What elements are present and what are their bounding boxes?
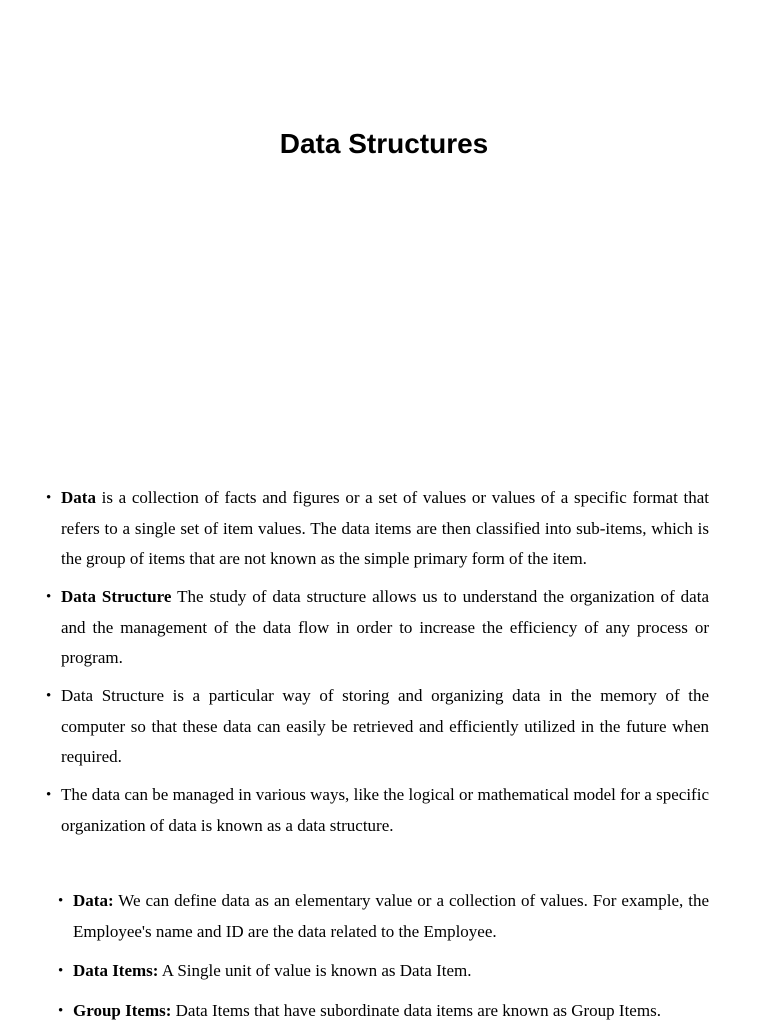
list-item bbox=[0, 886, 768, 947]
list-item bbox=[0, 582, 768, 674]
bullet-text: Data Items that have subordinate data items are known as Group Items. bbox=[171, 1000, 661, 1020]
bullet-dot-icon: • bbox=[58, 1002, 64, 1019]
bullet-text: The study of data structure allows us to understand the organization of data and the management of the data flow in order to increase the efficiency of any process or program. bbox=[61, 587, 709, 667]
bullet-dot-icon: • bbox=[46, 688, 52, 704]
bullet-text: A Single unit of value is known as Data Item. bbox=[158, 961, 472, 980]
bullet-term: Data Items: bbox=[73, 961, 159, 980]
list-item bbox=[0, 996, 768, 1027]
list-item bbox=[0, 956, 768, 987]
list-item bbox=[0, 681, 768, 773]
bullet-dot-icon: • bbox=[46, 589, 52, 605]
bullet-dot-icon: • bbox=[46, 787, 52, 803]
list-item bbox=[0, 780, 768, 841]
sub-bullet-list bbox=[0, 886, 768, 1035]
bullet-dot-icon: • bbox=[46, 490, 52, 506]
bullet-term: Data bbox=[61, 488, 96, 507]
bullet-dot-icon: • bbox=[58, 893, 64, 909]
bullet-term: Data Structure bbox=[61, 587, 172, 606]
bullet-text: Data Structure is a particular way of storing and organizing data in the memory of the computer so that these data can easily be retrieved and efficiently utilized in the future when required. bbox=[61, 686, 709, 766]
bullet-text: is a collection of facts and figures or a set of values or values of a specific format that refers to a single set of item values. The data items are then classified into sub-items, which is the group of items that are not known as the simple primary form of the item. bbox=[61, 488, 709, 568]
bullet-term: Group Items: bbox=[73, 1000, 172, 1020]
bullet-dot-icon: • bbox=[58, 963, 64, 979]
main-bullet-list bbox=[0, 483, 768, 849]
bullet-term: Data: bbox=[73, 891, 114, 910]
list-item bbox=[0, 483, 768, 575]
page-title: Data Structures bbox=[279, 128, 489, 159]
bullet-text: We can define data as an elementary value or a collection of values. For example, the Employee's name and ID are the data related to the Employee. bbox=[73, 891, 709, 941]
bullet-text: The data can be managed in various ways, like the logical or mathematical model for a specific organization of data is known as a data structure. bbox=[61, 785, 709, 835]
